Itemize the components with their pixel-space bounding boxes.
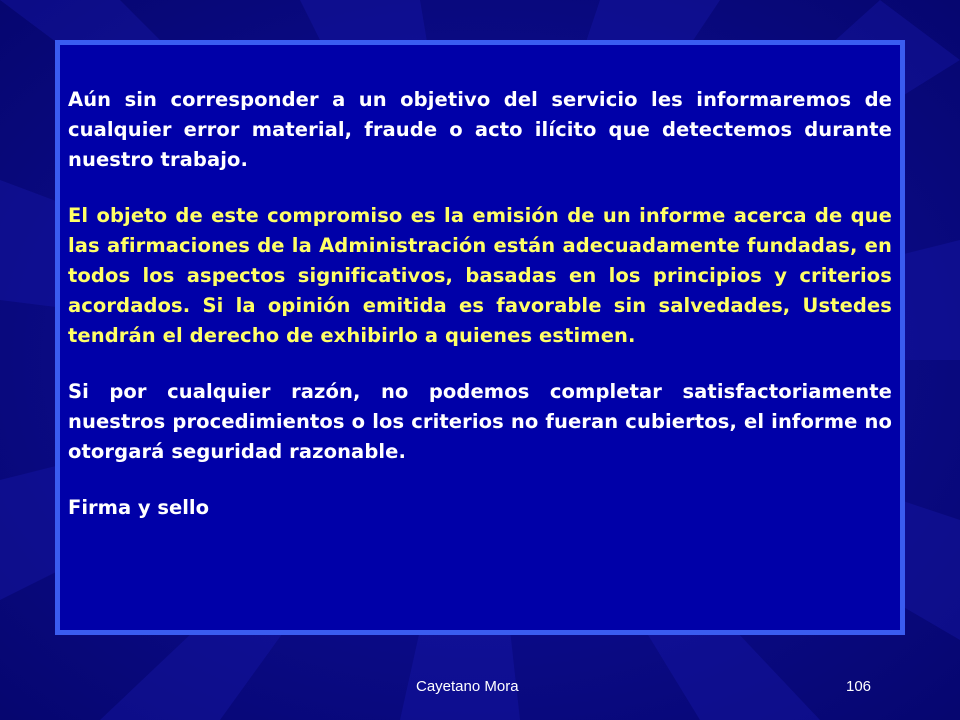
signature-line: Firma y sello — [68, 496, 209, 519]
paragraph-error-notice: Aún sin corresponder a un objetivo del servicio les informaremos de cualquier error material, fraude o acto ilícito que detectemos durante nuestro trabajo. — [68, 88, 892, 171]
paragraph-engagement-objective: El objeto de este compromiso es la emisión de un informe acerca de que las afirmaciones de la Administración están adecuadamente fundadas, en todos los aspectos significativos, basadas en los principios y criterios acordados. Si la opinión emitida es favorable sin salvedades, Ustedes tendrán el derecho de exhibirlo a quienes estimen. — [68, 204, 892, 347]
footer-author: Cayetano Mora — [416, 678, 519, 695]
page-number: 106 — [846, 678, 872, 695]
text-panel — [55, 40, 905, 635]
paragraph-limitation: Si por cualquier razón, no podemos completar satisfactoriamente nuestros procedimientos o los criterios no fueran cubiertos, el informe no otorgará seguridad razonable. — [68, 380, 892, 463]
